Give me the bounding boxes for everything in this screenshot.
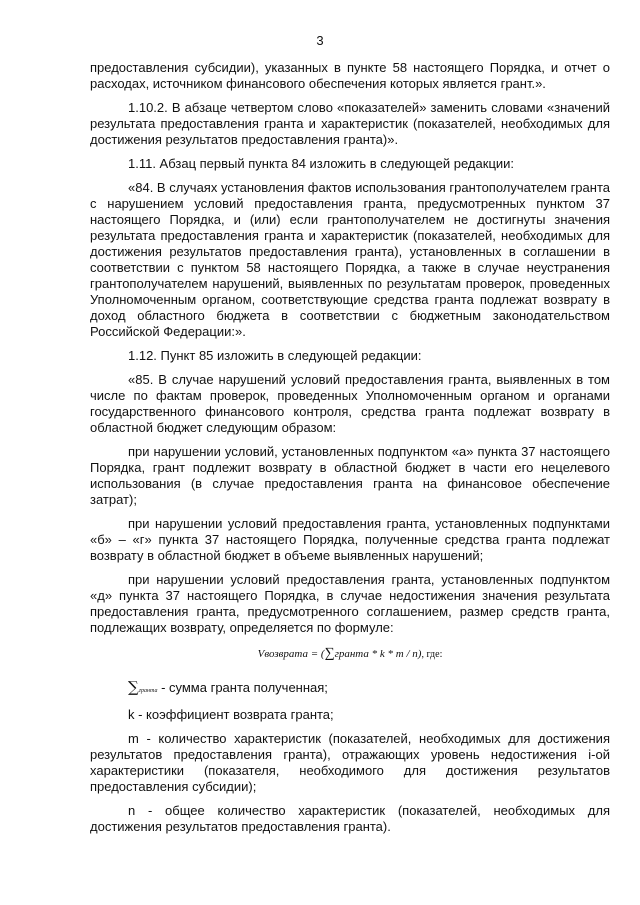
paragraph: «85. В случае нарушений условий предоставления гранта, выявленных в том числе по фактам проверок, проведенных Уполномоченным органом и органами государственного финансового контроля, средства гранта подлежат возврату в областной бюджет следующим образом:: [90, 372, 610, 435]
page-number: 3: [316, 33, 324, 48]
paragraph: «84. В случаях установления фактов использования грантополучателем гранта с нарушением условий предоставления гранта, предусмотренных пунктом 37 настоящего Порядка, и (или) если грантополучателем не достигнуты значения результата предоставления гранта и характеристик (показателей, необходимых для достижения результатов предоставления гранта), установленных в соглашении в соответствии с пунктом 58 настоящего Порядка, а также в случае неустранения грантополучателем нарушений, выявленных по результатам проверок, проведенных Уполномоченным органом, соответствующие средства гранта подлежат возврату в доход областного бюджета в соответствии с бюджетным законодательством Российской Федерации:».: [90, 180, 610, 339]
sigma-icon: ∑: [324, 646, 335, 661]
document-body: [90, 60, 610, 843]
formula-eq: = (: [307, 648, 325, 660]
paragraph: при нарушении условий предоставления гранта, установленных подпунктом «д» пункта 37 настоящего Порядка, в случае недостижения значения результата предоставления гранта, предусмотренного соглашением, размер средств гранта, подлежащих возврату, определяется по формуле:: [90, 572, 610, 635]
paragraph: при нарушении условий предоставления гранта, установленных подпунктами «б» – «г» пункта 37 настоящего Порядка, полученные средства гранта подлежат возврату в областной бюджет в объеме выявленных нарушений;: [90, 516, 610, 563]
paragraph: 1.10.2. В абзаце четвертом слово «показателей» заменить словами «значений результата предоставления гранта и характеристик (показателей, необходимых для достижения результатов предоставления гранта)».: [90, 100, 610, 147]
sigma-subscript: гранта: [138, 688, 158, 694]
legend-text: - сумма гранта полученная;: [157, 680, 328, 695]
paragraph: 1.12. Пункт 85 изложить в следующей редакции:: [128, 348, 422, 363]
legend-item: n - общее количество характеристик (показателей, необходимых для достижения результатов предоставления гранта).: [90, 803, 610, 834]
formula-tail: , где:: [421, 649, 443, 660]
legend-item: [90, 679, 610, 699]
formula-sub: гранта: [334, 648, 369, 660]
sigma-icon: ∑: [128, 678, 139, 696]
return-formula: [90, 646, 610, 663]
paragraph: при нарушении условий, установленных подпунктом «а» пункта 37 настоящего Порядка, грант подлежит возврату в областной бюджет в части его нецелевого использования (в случае предоставления гранта на финансовое обеспечение затрат);: [90, 444, 610, 507]
legend-item: k - коэффициент возврата гранта;: [128, 707, 334, 722]
formula-rest: * k * m / n): [368, 648, 422, 660]
paragraph: предоставления субсидии), указанных в пункте 58 настоящего Порядка, и отчет о расходах, источником финансового обеспечения которых является грант.».: [90, 60, 610, 91]
legend-item: m - количество характеристик (показателей, необходимых для достижения результатов предоставления гранта), отражающих уровень недостижения i-ой характеристики (показателя, необходимого для достижения результатов предоставления субсидии);: [90, 731, 610, 794]
paragraph: 1.11. Абзац первый пункта 84 изложить в следующей редакции:: [128, 156, 515, 171]
formula-lhs: Vвозврата: [257, 648, 308, 660]
